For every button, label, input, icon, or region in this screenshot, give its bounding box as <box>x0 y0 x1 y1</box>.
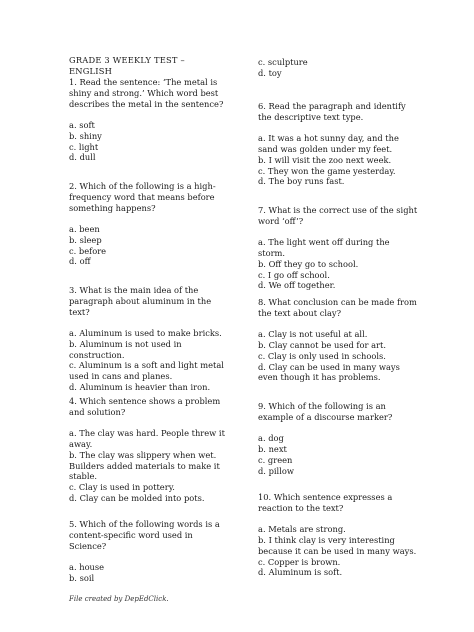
option: d. The boy runs fast. <box>258 176 345 187</box>
option: c. light <box>69 141 99 152</box>
question-5 <box>69 519 229 584</box>
question-stem: 5. Which of the following words is a content-specific word used in Science? <box>69 519 220 551</box>
option: c. green <box>258 454 293 465</box>
option: d. We off together. <box>258 280 336 291</box>
option: b. The clay was slippery when wet. Builders added materials to make it stable. <box>69 449 220 482</box>
question-stem: 9. Which of the following is an example of a discourse marker? <box>258 401 393 422</box>
option: c. Clay is used in pottery. <box>69 482 175 493</box>
question-9 <box>258 401 418 476</box>
question-stem: 8. What conclusion can be made from the text about clay? <box>258 297 417 318</box>
option: a. been <box>69 223 100 234</box>
option: d. Clay can be molded into pots. <box>69 493 205 504</box>
option: b. Aluminum is not used in construction. <box>69 338 182 360</box>
option: c. Aluminum is a soft and light metal used in cans and planes. <box>69 360 224 382</box>
question-stem: 7. What is the correct use of the sight word ‘off’? <box>258 205 418 226</box>
option: b. sleep <box>69 234 102 245</box>
option: d. toy <box>258 67 282 78</box>
question-stem: 4. Which sentence shows a problem and solution? <box>69 396 221 417</box>
option: b. Off they go to school. <box>258 258 359 269</box>
option: c. before <box>69 245 107 256</box>
page-title: GRADE 3 WEEKLY TEST – ENGLISH <box>69 55 185 76</box>
option: c. Copper is brown. <box>258 556 341 567</box>
question-7 <box>258 205 418 291</box>
option: a. house <box>69 561 105 572</box>
question-8 <box>258 297 418 383</box>
option-list <box>69 562 229 584</box>
option: a. It was a hot sunny day, and the sand was golden under my feet. <box>258 132 399 154</box>
question-10 <box>258 492 418 578</box>
option: d. Clay can be used in many ways even though it has problems. <box>258 361 400 383</box>
footer-credit: File created by DepEdClick. <box>69 595 169 603</box>
question-stem: 10. Which sentence expresses a reaction to the text? <box>258 492 393 513</box>
option: c. I go off school. <box>258 269 330 280</box>
option: b. Clay cannot be used for art. <box>258 339 386 350</box>
option: a. Clay is not useful at all. <box>258 328 368 339</box>
option: d. off <box>69 256 91 267</box>
option-list <box>69 428 229 504</box>
option-list <box>258 237 418 292</box>
option-list <box>258 524 418 579</box>
option: b. I think clay is very interesting because it can be used in many ways. <box>258 534 417 556</box>
option: d. pillow <box>258 465 294 476</box>
option: b. next <box>258 443 287 454</box>
option: a. dog <box>258 432 284 443</box>
option: c. They won the game yesterday. <box>258 165 396 176</box>
option: a. Metals are strong. <box>258 523 346 534</box>
option-list <box>258 433 418 477</box>
question-1 <box>69 77 229 163</box>
question-stem: 1. Read the sentence: ‘The metal is shiny and strong.’ Which word best describes the metal in the sentence? <box>69 77 224 109</box>
question-5-continued <box>258 57 418 79</box>
question-4 <box>69 396 229 504</box>
question-3 <box>69 285 229 393</box>
option-list <box>69 224 229 268</box>
option: a. The light went off during the storm. <box>258 236 390 258</box>
question-stem: 2. Which of the following is a high-frequency word that means before something happens? <box>69 181 216 213</box>
option-list <box>258 133 418 188</box>
option: d. dull <box>69 152 96 163</box>
option: c. Clay is only used in schools. <box>258 350 386 361</box>
option: c. sculpture <box>258 57 308 67</box>
option: d. Aluminum is soft. <box>258 567 343 578</box>
question-2 <box>69 181 229 267</box>
question-stem: 6. Read the paragraph and identify the descriptive text type. <box>258 101 406 122</box>
option: a. soft <box>69 119 95 130</box>
option-list <box>69 328 229 393</box>
option: d. Aluminum is heavier than iron. <box>69 382 211 393</box>
option: b. soil <box>69 572 95 583</box>
option: a. The clay was hard. People threw it away. <box>69 427 225 449</box>
option-list <box>258 329 418 384</box>
option: b. I will visit the zoo next week. <box>258 154 392 165</box>
option: a. Aluminum is used to make bricks. <box>69 327 222 338</box>
question-stem: 3. What is the main idea of the paragraph about aluminum in the text? <box>69 285 212 317</box>
question-6 <box>258 101 418 187</box>
option: b. shiny <box>69 130 102 141</box>
option-list <box>69 120 229 164</box>
